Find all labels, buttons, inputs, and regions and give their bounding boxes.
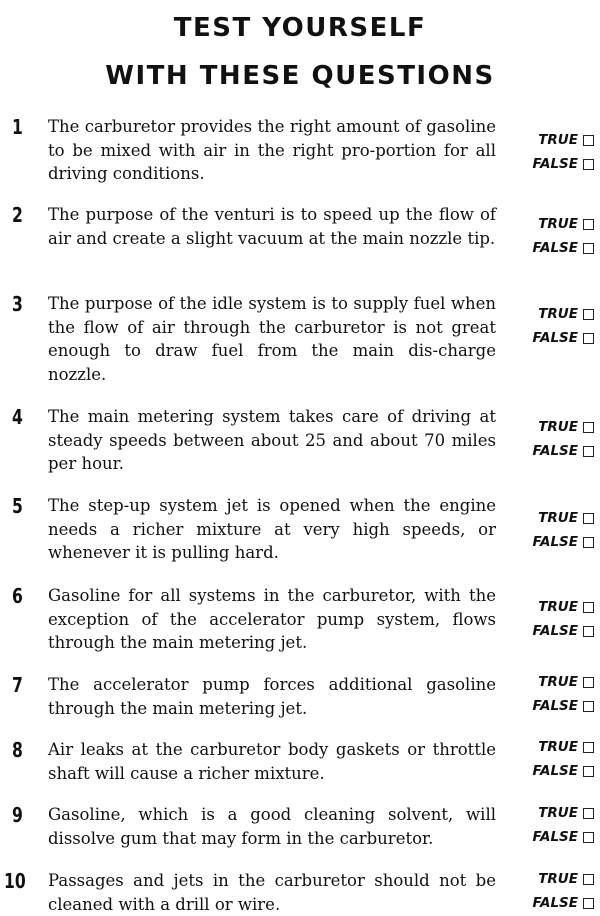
answer-options: [516, 670, 594, 718]
false-checkbox[interactable]: [583, 333, 594, 344]
true-label: TRUE: [538, 739, 578, 755]
false-label: FALSE: [532, 623, 578, 639]
question-number: 7: [12, 673, 23, 697]
false-checkbox[interactable]: [583, 243, 594, 254]
question-text: The carburetor provides the right amount of gasoline to be mixed with air in the right pro-portion for all driving conditions.: [48, 117, 496, 183]
answer-options: [516, 867, 594, 915]
false-option[interactable]: [516, 236, 594, 260]
true-checkbox[interactable]: [583, 677, 594, 688]
true-checkbox[interactable]: [583, 219, 594, 230]
question-number: 8: [12, 738, 23, 762]
true-option[interactable]: [516, 302, 594, 326]
true-checkbox[interactable]: [583, 808, 594, 819]
true-label: TRUE: [538, 871, 578, 887]
true-label: TRUE: [538, 510, 578, 526]
true-checkbox[interactable]: [583, 309, 594, 320]
false-label: FALSE: [532, 698, 578, 714]
answer-options: [516, 302, 594, 350]
true-option[interactable]: [516, 506, 594, 530]
true-option[interactable]: [516, 801, 594, 825]
question-number: 3: [12, 292, 23, 316]
true-option[interactable]: [516, 212, 594, 236]
question-text: The main metering system takes care of driving at steady speeds between about 25 and about 70 miles per hour.: [48, 407, 496, 473]
question-number: 5: [12, 494, 23, 518]
true-option[interactable]: [516, 128, 594, 152]
title-line-2: WITH THESE QUESTIONS: [105, 61, 495, 91]
false-checkbox[interactable]: [583, 766, 594, 777]
question-text: The accelerator pump forces additional gasoline through the main metering jet.: [48, 675, 496, 718]
question-number: 1: [12, 115, 23, 139]
answer-options: [516, 506, 594, 554]
question-number: 6: [12, 584, 23, 608]
true-checkbox[interactable]: [583, 742, 594, 753]
question-text: The purpose of the idle system is to supply fuel when the flow of air through the carburetor is not great enough to draw fuel from the main dis-charge nozzle.: [48, 294, 496, 384]
false-checkbox[interactable]: [583, 701, 594, 712]
false-checkbox[interactable]: [583, 537, 594, 548]
true-checkbox[interactable]: [583, 422, 594, 433]
true-option[interactable]: [516, 595, 594, 619]
question-number: 9: [12, 803, 23, 827]
false-label: FALSE: [532, 534, 578, 550]
answer-options: [516, 212, 594, 260]
true-label: TRUE: [538, 216, 578, 232]
answer-options: [516, 128, 594, 176]
question-text: Air leaks at the carburetor body gaskets or throttle shaft will cause a richer mixture.: [48, 740, 496, 783]
false-label: FALSE: [532, 330, 578, 346]
true-label: TRUE: [538, 599, 578, 615]
true-label: TRUE: [538, 805, 578, 821]
question-number: 10: [4, 869, 26, 893]
false-label: FALSE: [532, 240, 578, 256]
false-label: FALSE: [532, 443, 578, 459]
answer-options: [516, 735, 594, 783]
false-label: FALSE: [532, 829, 578, 845]
true-option[interactable]: [516, 735, 594, 759]
false-option[interactable]: [516, 439, 594, 463]
true-checkbox[interactable]: [583, 602, 594, 613]
false-label: FALSE: [532, 763, 578, 779]
true-checkbox[interactable]: [583, 874, 594, 885]
false-option[interactable]: [516, 694, 594, 718]
title-line-1: TEST YOURSELF: [173, 13, 427, 43]
question-text: The purpose of the venturi is to speed up the flow of air and create a slight vacuum at the main nozzle tip.: [48, 205, 496, 248]
false-option[interactable]: [516, 619, 594, 643]
false-option[interactable]: [516, 152, 594, 176]
question-text: Gasoline for all systems in the carburetor, with the exception of the accelerator pump system, flows through the main metering jet.: [48, 586, 496, 652]
question-number: 4: [12, 405, 23, 429]
question-text: The step-up system jet is opened when the engine needs a richer mixture at very high speeds, or whenever it is pulling hard.: [48, 496, 496, 562]
false-checkbox[interactable]: [583, 898, 594, 909]
false-checkbox[interactable]: [583, 159, 594, 170]
false-checkbox[interactable]: [583, 446, 594, 457]
question-number: 2: [12, 203, 23, 227]
false-label: FALSE: [532, 895, 578, 911]
answer-options: [516, 801, 594, 849]
answer-options: [516, 415, 594, 463]
page-title: [0, 0, 600, 100]
true-label: TRUE: [538, 674, 578, 690]
question-text: Gasoline, which is a good cleaning solvent, will dissolve gum that may form in the carburetor.: [48, 805, 496, 848]
true-option[interactable]: [516, 415, 594, 439]
true-label: TRUE: [538, 306, 578, 322]
true-checkbox[interactable]: [583, 513, 594, 524]
false-checkbox[interactable]: [583, 626, 594, 637]
true-checkbox[interactable]: [583, 135, 594, 146]
false-option[interactable]: [516, 326, 594, 350]
true-label: TRUE: [538, 132, 578, 148]
answer-options: [516, 595, 594, 643]
false-option[interactable]: [516, 891, 594, 915]
true-option[interactable]: [516, 670, 594, 694]
false-option[interactable]: [516, 759, 594, 783]
true-option[interactable]: [516, 867, 594, 891]
false-checkbox[interactable]: [583, 832, 594, 843]
false-option[interactable]: [516, 530, 594, 554]
false-label: FALSE: [532, 156, 578, 172]
true-label: TRUE: [538, 419, 578, 435]
question-text: Passages and jets in the carburetor should not be cleaned with a drill or wire.: [48, 871, 496, 914]
false-option[interactable]: [516, 825, 594, 849]
